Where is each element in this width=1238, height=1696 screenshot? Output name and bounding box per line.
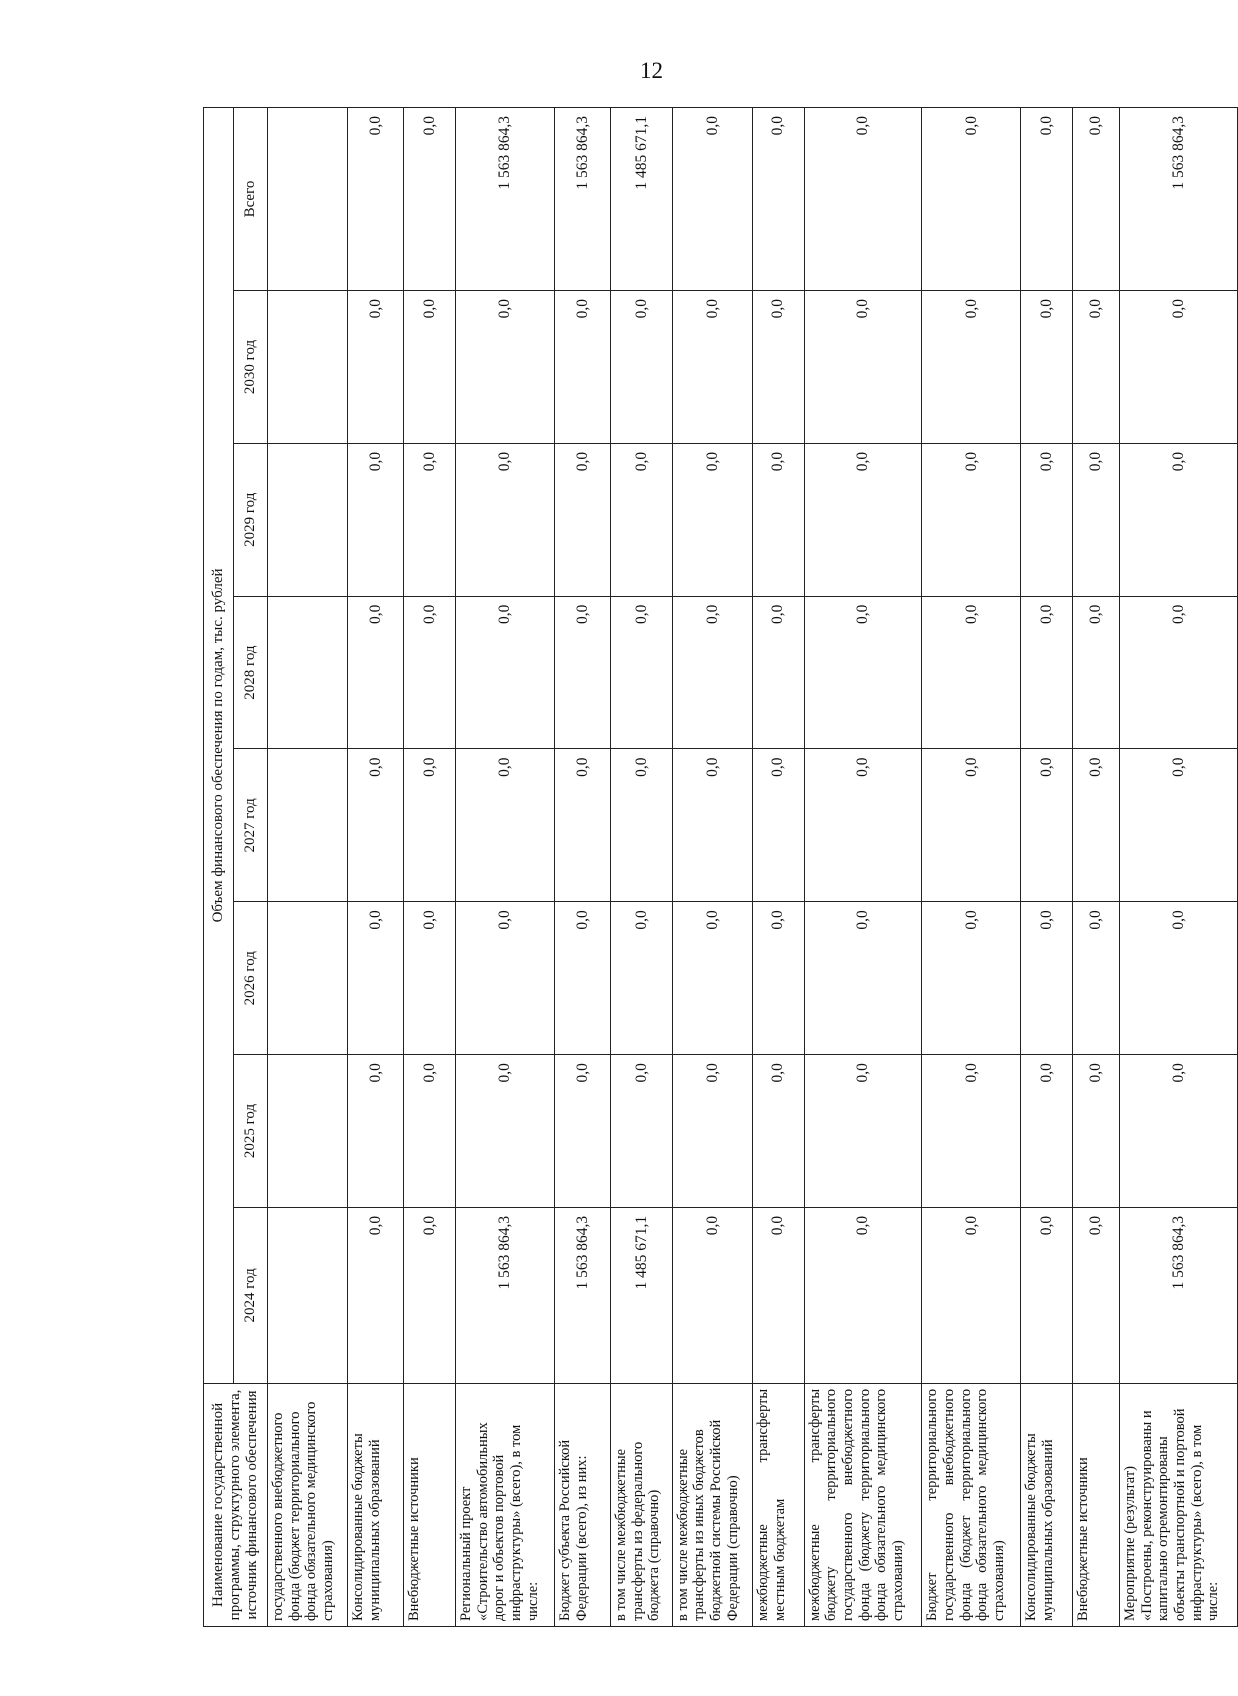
row-total-value: 0,0 (1073, 108, 1120, 291)
table-row (1073, 108, 1120, 1627)
financing-table (203, 107, 1238, 1627)
table-row (348, 108, 404, 1627)
row-year-value: 0,0 (922, 902, 1021, 1055)
row-year-value: 0,0 (1073, 443, 1120, 596)
row-year-value: 0,0 (348, 596, 404, 749)
row-year-value: 0,0 (1073, 1207, 1120, 1383)
row-year-value: 0,0 (555, 749, 611, 902)
header-year: 2030 год (234, 291, 268, 444)
header-year: 2025 год (234, 1055, 268, 1208)
row-year-value: 1 563 864,3 (1120, 1207, 1238, 1383)
row-year-value: 0,0 (753, 1055, 805, 1208)
row-year-value (268, 902, 348, 1055)
row-year-value: 0,0 (804, 749, 922, 902)
row-name: Консолидированные бюджеты муниципальных образований (348, 1383, 404, 1626)
header-group: Объем финансового обеспечения по годам, тыс. рублей (204, 108, 234, 1384)
row-year-value: 0,0 (404, 291, 456, 444)
row-total-value: 1 485 671,1 (611, 108, 673, 291)
row-year-value: 0,0 (922, 443, 1021, 596)
row-year-value: 0,0 (1073, 596, 1120, 749)
row-year-value: 0,0 (1021, 1207, 1073, 1383)
row-year-value: 0,0 (404, 443, 456, 596)
row-year-value: 0,0 (1021, 596, 1073, 749)
row-year-value (268, 291, 348, 444)
row-year-value: 0,0 (804, 1055, 922, 1208)
row-year-value: 0,0 (753, 749, 805, 902)
row-year-value: 0,0 (555, 443, 611, 596)
header-year: 2029 год (234, 443, 268, 596)
row-year-value: 0,0 (1120, 291, 1238, 444)
row-year-value: 0,0 (672, 291, 752, 444)
row-year-value: 0,0 (804, 1207, 922, 1383)
row-year-value: 0,0 (611, 749, 673, 902)
table-rotator (203, 107, 1238, 1627)
row-name: Консолидированные бюджеты муниципальных образований (1021, 1383, 1073, 1626)
row-year-value: 0,0 (455, 291, 554, 444)
row-year-value: 0,0 (804, 291, 922, 444)
row-total-value: 0,0 (348, 108, 404, 291)
row-year-value: 0,0 (1021, 443, 1073, 596)
header-year: 2027 год (234, 749, 268, 902)
row-year-value: 0,0 (1073, 1055, 1120, 1208)
row-year-value: 0,0 (611, 443, 673, 596)
row-total-value: 0,0 (753, 108, 805, 291)
row-year-value: 0,0 (1021, 291, 1073, 444)
row-year-value: 0,0 (672, 749, 752, 902)
row-year-value: 0,0 (1021, 749, 1073, 902)
row-year-value: 0,0 (1120, 1055, 1238, 1208)
row-year-value: 0,0 (1021, 1055, 1073, 1208)
row-year-value: 0,0 (404, 902, 456, 1055)
row-year-value: 0,0 (922, 1207, 1021, 1383)
row-year-value: 0,0 (672, 443, 752, 596)
header-year: 2024 год (234, 1207, 268, 1383)
row-year-value: 0,0 (672, 1055, 752, 1208)
row-year-value: 0,0 (1021, 902, 1073, 1055)
row-year-value: 0,0 (672, 902, 752, 1055)
row-total-value (268, 108, 348, 291)
row-total-value: 0,0 (1021, 108, 1073, 291)
row-year-value (268, 443, 348, 596)
table-row (404, 108, 456, 1627)
rotated-table-container (203, 107, 1238, 1627)
row-year-value (268, 1055, 348, 1208)
table-row (455, 108, 554, 1627)
row-name: государственного внебюджетного фонда (бюджет территориального фонда обязательного медицинского страхования) (268, 1383, 348, 1626)
header-year: 2026 год (234, 902, 268, 1055)
row-year-value: 0,0 (348, 291, 404, 444)
row-total-value: 1 563 864,3 (1120, 108, 1238, 291)
row-year-value: 0,0 (404, 596, 456, 749)
row-year-value: 0,0 (1120, 596, 1238, 749)
row-name: Внебюджетные источники (1073, 1383, 1120, 1626)
row-year-value: 0,0 (404, 1207, 456, 1383)
row-year-value: 0,0 (348, 1055, 404, 1208)
row-year-value: 0,0 (672, 596, 752, 749)
table-row (555, 108, 611, 1627)
row-year-value: 0,0 (1120, 902, 1238, 1055)
row-name: в том числе межбюджетные трансферты из федерального бюджета (справочно) (611, 1383, 673, 1626)
row-year-value: 0,0 (555, 1055, 611, 1208)
row-year-value: 0,0 (753, 596, 805, 749)
row-year-value: 0,0 (804, 443, 922, 596)
table-row (1120, 108, 1238, 1627)
row-year-value (268, 749, 348, 902)
row-year-value: 0,0 (404, 749, 456, 902)
header-year: 2028 год (234, 596, 268, 749)
row-year-value: 0,0 (922, 596, 1021, 749)
row-name: межбюджетные трансферты местным бюджетам (753, 1383, 805, 1626)
row-year-value: 0,0 (753, 902, 805, 1055)
row-name: Мероприятие (результат) «Построены, реконструированы и капитально отремонтированы объекты транспортной и портовой инфраструктуры» (всего), в том числе: (1120, 1383, 1238, 1626)
row-total-value: 0,0 (404, 108, 456, 291)
row-year-value: 0,0 (1073, 902, 1120, 1055)
table-row (804, 108, 922, 1627)
table-row (922, 108, 1021, 1627)
page-number: 12 (640, 58, 663, 83)
row-year-value: 0,0 (753, 291, 805, 444)
row-year-value: 0,0 (611, 291, 673, 444)
row-total-value: 0,0 (672, 108, 752, 291)
row-total-value: 1 563 864,3 (555, 108, 611, 291)
row-year-value: 0,0 (348, 749, 404, 902)
row-name: Региональный проект «Строительство автомобильных дорог и объектов портовой инфраструктуры» (всего), в том числе: (455, 1383, 554, 1626)
row-year-value: 1 563 864,3 (555, 1207, 611, 1383)
row-year-value: 0,0 (753, 443, 805, 596)
row-year-value: 1 485 671,1 (611, 1207, 673, 1383)
row-name: Бюджет территориального государственного внебюджетного фонда (бюджет территориального фонда обязательного медицинского страхования) (922, 1383, 1021, 1626)
row-year-value: 0,0 (922, 291, 1021, 444)
row-year-value: 0,0 (348, 1207, 404, 1383)
row-year-value: 0,0 (611, 902, 673, 1055)
row-total-value: 1 563 864,3 (455, 108, 554, 291)
row-year-value: 0,0 (455, 902, 554, 1055)
row-year-value: 0,0 (455, 749, 554, 902)
row-year-value: 0,0 (555, 596, 611, 749)
row-year-value: 0,0 (1120, 749, 1238, 902)
row-year-value: 0,0 (611, 596, 673, 749)
row-year-value: 0,0 (804, 902, 922, 1055)
row-name: Внебюджетные источники (404, 1383, 456, 1626)
row-year-value: 0,0 (753, 1207, 805, 1383)
row-year-value: 0,0 (922, 1055, 1021, 1208)
row-total-value: 0,0 (922, 108, 1021, 291)
row-year-value: 0,0 (348, 902, 404, 1055)
row-year-value: 0,0 (455, 1055, 554, 1208)
row-year-value: 1 563 864,3 (455, 1207, 554, 1383)
table-row (1021, 108, 1073, 1627)
table-row (672, 108, 752, 1627)
header-row-group (204, 108, 234, 1627)
table-row (753, 108, 805, 1627)
row-year-value: 0,0 (1120, 443, 1238, 596)
row-year-value: 0,0 (348, 443, 404, 596)
row-total-value: 0,0 (804, 108, 922, 291)
row-name: межбюджетные трансферты бюджету территориального государственного внебюджетного фонда (бюджету территориального фонда обязательного медицинского страхования) (804, 1383, 922, 1626)
table-row (268, 108, 348, 1627)
row-name: Бюджет субъекта Российской Федерации (всего), из них: (555, 1383, 611, 1626)
row-year-value: 0,0 (804, 596, 922, 749)
header-total: Всего (234, 108, 268, 291)
row-year-value: 0,0 (672, 1207, 752, 1383)
row-year-value (268, 596, 348, 749)
row-year-value: 0,0 (455, 443, 554, 596)
row-year-value: 0,0 (1073, 291, 1120, 444)
row-year-value: 0,0 (922, 749, 1021, 902)
table-body (268, 108, 1238, 1627)
header-name: Наименование государственной программы, структурного элемента, источник финансового обеспечения (204, 1383, 268, 1626)
row-year-value: 0,0 (555, 291, 611, 444)
row-year-value: 0,0 (1073, 749, 1120, 902)
row-year-value (268, 1207, 348, 1383)
row-year-value: 0,0 (455, 596, 554, 749)
row-year-value: 0,0 (404, 1055, 456, 1208)
row-name: в том числе межбюджетные трансферты из иных бюджетов бюджетной системы Российской Федерации (справочно) (672, 1383, 752, 1626)
row-year-value: 0,0 (555, 902, 611, 1055)
table-row (611, 108, 673, 1627)
row-year-value: 0,0 (611, 1055, 673, 1208)
